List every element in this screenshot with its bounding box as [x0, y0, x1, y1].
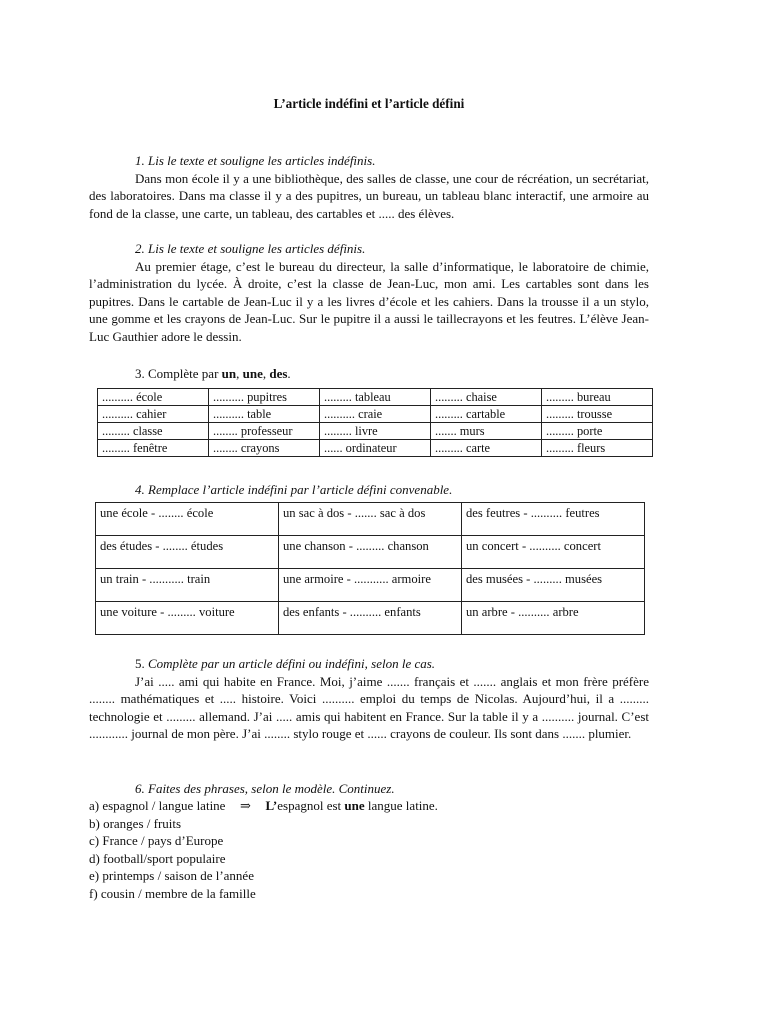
table-cell: ......... livre: [320, 423, 431, 440]
table-cell: .......... craie: [320, 406, 431, 423]
table-cell: ...... ordinateur: [320, 440, 431, 457]
table-cell: ....... murs: [431, 423, 542, 440]
exercise-2-heading: 2. Lis le texte et souligne les articles définis.: [135, 241, 366, 256]
table-cell: une voiture - ......... voiture: [96, 602, 279, 635]
table-cell: un train - ........... train: [96, 569, 279, 602]
table-cell: un arbre - .......... arbre: [462, 602, 645, 635]
list-item: f) cousin / membre de la famille: [89, 885, 256, 901]
table-cell: une chanson - ......... chanson: [279, 536, 462, 569]
table-cell: ......... bureau: [542, 389, 653, 406]
exercise-6: [89, 780, 649, 798]
exercise-6-list: [89, 797, 649, 903]
exercise-3: [89, 365, 649, 383]
document-title: L’article indéfini et l’article défini: [273, 96, 465, 111]
exercise-2-text: Au premier étage, c’est le bureau du directeur, la salle d’informatique, le laboratoire de chimie, l’administration du lycée. À droite, c’est la classe de Jean-Luc, mon ami. Les cartables sont dans les pupitres. Dans le cartable de Jean-Luc il y a les livres d’école et les cahiers. Dans la trousse il a un stylo, une gomme et les crayons de Jean-Luc. Sur le pupitre il a aussi le taillecrayons et les feutres. L’élève Jean-Luc Gauthier adore le dessin.: [89, 258, 649, 344]
table-cell: des musées - ......... musées: [462, 569, 645, 602]
list-item: e) printemps / saison de l’année: [89, 868, 254, 884]
list-item: b) oranges / fruits: [89, 815, 182, 831]
table-row: [98, 440, 653, 457]
table-row: [96, 569, 645, 602]
list-item: c) France / pays d’Europe: [89, 833, 224, 849]
table-row: [96, 536, 645, 569]
exercise-1: [89, 152, 649, 222]
table-cell: ......... fleurs: [542, 440, 653, 457]
exercise-4-heading: 4. Remplace l’article indéfini par l’article défini convenable.: [135, 482, 453, 497]
exercise-3-table: [97, 388, 653, 457]
table-cell: des études - ........ études: [96, 536, 279, 569]
exercise-4-table: [95, 502, 645, 635]
table-cell: un sac à dos - ....... sac à dos: [279, 503, 462, 536]
table-cell: .......... cahier: [98, 406, 209, 423]
exercise-2: [89, 240, 649, 346]
arrow-icon: ⇒: [240, 798, 251, 813]
table-cell: ......... carte: [431, 440, 542, 457]
table-cell: une armoire - ........... armoire: [279, 569, 462, 602]
list-item: d) football/sport populaire: [89, 850, 226, 866]
table-cell: des feutres - .......... feutres: [462, 503, 645, 536]
table-cell: des enfants - .......... enfants: [279, 602, 462, 635]
table-row: [96, 602, 645, 635]
table-cell: ......... tableau: [320, 389, 431, 406]
table-row: [98, 406, 653, 423]
table-cell: ......... porte: [542, 423, 653, 440]
table-cell: un concert - .......... concert: [462, 536, 645, 569]
table-cell: ......... classe: [98, 423, 209, 440]
table-cell: ......... cartable: [431, 406, 542, 423]
table-cell: .......... école: [98, 389, 209, 406]
exercise-5-text: J’ai ..... ami qui habite en France. Moi, j’aime ....... français et ....... anglais et mon frère préfère ........ mathématiques et ..... histoire. Voici .......... emploi du temps de Nicolas. Aujourd’hui, il a ......... technologie et ......... allemand. J’ai ..... amis qui habitent en France. Sur la table il y a .......... journal. C’est ............ journal de mon père. J’ai ........ stylo rouge et ...... crayons de couleur. Ils sont dans ....... plumier.: [89, 673, 649, 742]
exercise-5-heading: 5. Complète par un article défini ou indéfini, selon le cas.: [135, 656, 436, 671]
table-row: [96, 503, 645, 536]
table-cell: ........ crayons: [209, 440, 320, 457]
exercise-3-heading: 3. Complète par un, une, des.: [135, 366, 291, 381]
table-row: [98, 423, 653, 440]
exercise-6-heading: 6. Faites des phrases, selon le modèle. Continuez.: [135, 781, 395, 796]
table-cell: ......... trousse: [542, 406, 653, 423]
table-cell: ......... fenêtre: [98, 440, 209, 457]
model-sentence: a) espagnol / langue latine ⇒ L’espagnol est une langue latine.: [89, 798, 438, 813]
table-cell: .......... pupitres: [209, 389, 320, 406]
exercise-4: [89, 481, 649, 499]
table-cell: ......... chaise: [431, 389, 542, 406]
table-row: [98, 389, 653, 406]
table-cell: une école - ........ école: [96, 503, 279, 536]
table-cell: ........ professeur: [209, 423, 320, 440]
exercise-1-text: Dans mon école il y a une bibliothèque, des salles de classe, une cour de récréation, un secrétariat, des laboratoires. Dans ma classe il y a des pupitres, un bureau, un tableau blanc interactif, une armoire au fond de la classe, une carte, un tableau, des cartables et ..... des élèves.: [89, 170, 649, 221]
exercise-1-heading: 1. Lis le texte et souligne les articles indéfinis.: [135, 153, 376, 168]
exercise-5: [89, 655, 649, 743]
table-cell: .......... table: [209, 406, 320, 423]
